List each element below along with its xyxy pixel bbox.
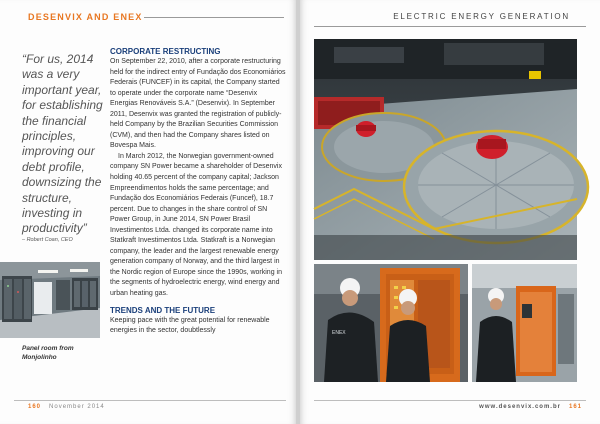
panel-room-photo xyxy=(0,262,100,338)
paragraph-2: In March 2012, the Norwegian government-owned company SN Power became a shareholder of Desenvix holding 40.65 percent of the company capital; Jackson Empreendimentos holds the same percentage; and Fundação dos Economiários Federais (Funcef), 18.7 percent. Due to changes in the share control of SN Power Group, in June 2014, SN Power Brasil Investimentos Ltda. changed its corporate name into Statkraft Investimentos Ltda. Statkraft is a Norwegian company, the leader and the largest renewable energy generation company of Norway, and the third largest in the Nordic region of Europe since the 1990s, working in the segments of hydroelectric energy, wind energy and urban heating gas. xyxy=(110,152,282,298)
quote-author: – Robert Coan, CEO xyxy=(22,237,73,243)
header-rule xyxy=(144,17,284,18)
pull-quote: “For us, 2014 was a very important year, for establishing the financial principles, improving our debt profile, downsizing the structure, investing in productivity” xyxy=(22,52,103,236)
left-page-number: 160 xyxy=(28,404,42,410)
paragraph-3: Keeping pace with the great potential for renewable energies in the sector, doubtlessly xyxy=(110,316,270,335)
workers-photo xyxy=(314,264,468,382)
panel-room-caption: Panel room from Monjolinho xyxy=(22,345,74,361)
right-footer xyxy=(479,404,582,410)
article-column xyxy=(110,46,286,337)
turbines-photo xyxy=(314,39,577,260)
issue-date: November 2014 xyxy=(49,404,105,410)
left-page xyxy=(0,0,296,424)
right-page-header: ELECTRIC ENERGY GENERATION xyxy=(393,12,570,21)
svg-text:ENEX: ENEX xyxy=(332,330,346,336)
left-footer xyxy=(28,404,105,410)
section-title-corporate: CORPORATE RESTRUCTING xyxy=(110,47,221,56)
footer-rule xyxy=(14,400,286,401)
footer-rule-right xyxy=(314,400,586,401)
section-title-trends: TRENDS AND THE FUTURE xyxy=(110,305,216,315)
worker-photo xyxy=(472,264,577,382)
header-rule-right xyxy=(314,26,586,27)
left-page-header: DESENVIX AND ENEX xyxy=(28,12,143,22)
right-page xyxy=(300,0,600,424)
website-url[interactable]: www.desenvix.com.br xyxy=(479,404,561,410)
paragraph-1: On September 22, 2010, after a corporate restructuring held for the indirect entry of Fundação dos Economiários Federais (FUNCEF) in its capital, the Company started to operate under the corporate name “Desenvix Energias Renováveis S.A.” (Desenvix). In September 2011, Desenvix was granted the registration of publicly-held Company by the Brazilian Securities Commission (CVM), and then had the Company shares listed on Bovespa Mais. xyxy=(110,58,286,150)
right-page-number: 161 xyxy=(568,404,582,410)
